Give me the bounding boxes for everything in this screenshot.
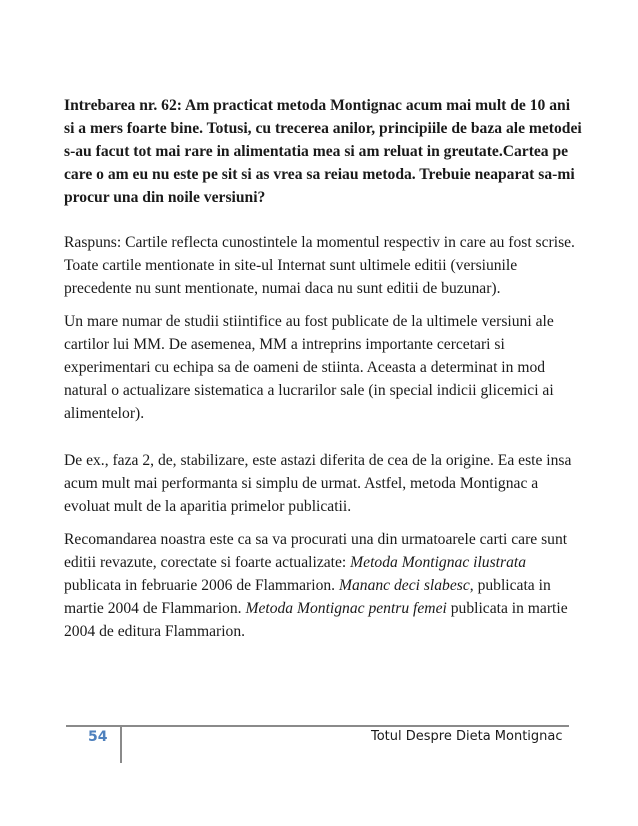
- page-number: 54: [88, 729, 108, 745]
- book-detail-1: publicata in februarie 2006 de Flammarion.: [64, 577, 339, 594]
- question-paragraph: Intrebarea nr. 62: Am practicat metoda Montignac acum mai mult de 10 ani si a mers foarte bine. Totusi, cu trecerea anilor, principiile de baza ale metodei s-au facut tot mai rare in alimentatia mea si am reluat in greutate.Cartea pe care o am eu nu este pe sit si as vrea sa reiau metoda. Trebuie neaparat sa-mi procur una din noile versiuni?: [64, 97, 582, 206]
- book-detail-3: publicata in martie 2004 de editura Flammarion.: [64, 600, 568, 640]
- recommendation-intro: Recomandarea noastra este ca sa va procurati una din urmatoarele carti care sunt editii revazute, corectate si foarte actualizate:: [64, 531, 568, 571]
- book-title-3: Metoda Montignac pentru femei: [245, 600, 447, 617]
- book-title-2: Mananc deci slabesc: [338, 577, 470, 594]
- page-body: [64, 94, 584, 653]
- book-detail-2: , publicata in martie 2004 de Flammarion.: [64, 577, 551, 617]
- running-title: Totul Despre Dieta Montignac: [371, 729, 563, 744]
- book-title-1: Metoda Montignac ilustrata: [350, 554, 527, 571]
- answer-paragraph-1: Raspuns: Cartile reflecta cunostintele la momentul respectiv in care au fost scrise. Toate cartile mentionate in site-ul Internat sunt ultimele editii (versiunile precedente nu sunt mentionate, numai daca nu sunt editii de buzunar).: [64, 234, 575, 297]
- footer-separator: [120, 727, 122, 763]
- answer-paragraph-4: [64, 528, 584, 643]
- answer-paragraph-2: Un mare numar de studii stiintifice au fost publicate de la ultimele versiuni ale cartilor lui MM. De asemenea, MM a intreprins importante cercetari si experimentari cu echipa sa de oameni de stiinta. Aceasta a determinat in mod natural o actualizare sistematica a lucrarilor sale (in special indicii glicemici ai alimentelor).: [64, 313, 554, 422]
- footer-rule: [66, 725, 569, 727]
- answer-paragraph-3: De ex., faza 2, de, stabilizare, este astazi diferita de cea de la origine. Ea este insa acum mult mai performanta si simplu de urmat. Astfel, metoda Montignac a evoluat mult de la aparitia primelor publicatii.: [64, 452, 572, 515]
